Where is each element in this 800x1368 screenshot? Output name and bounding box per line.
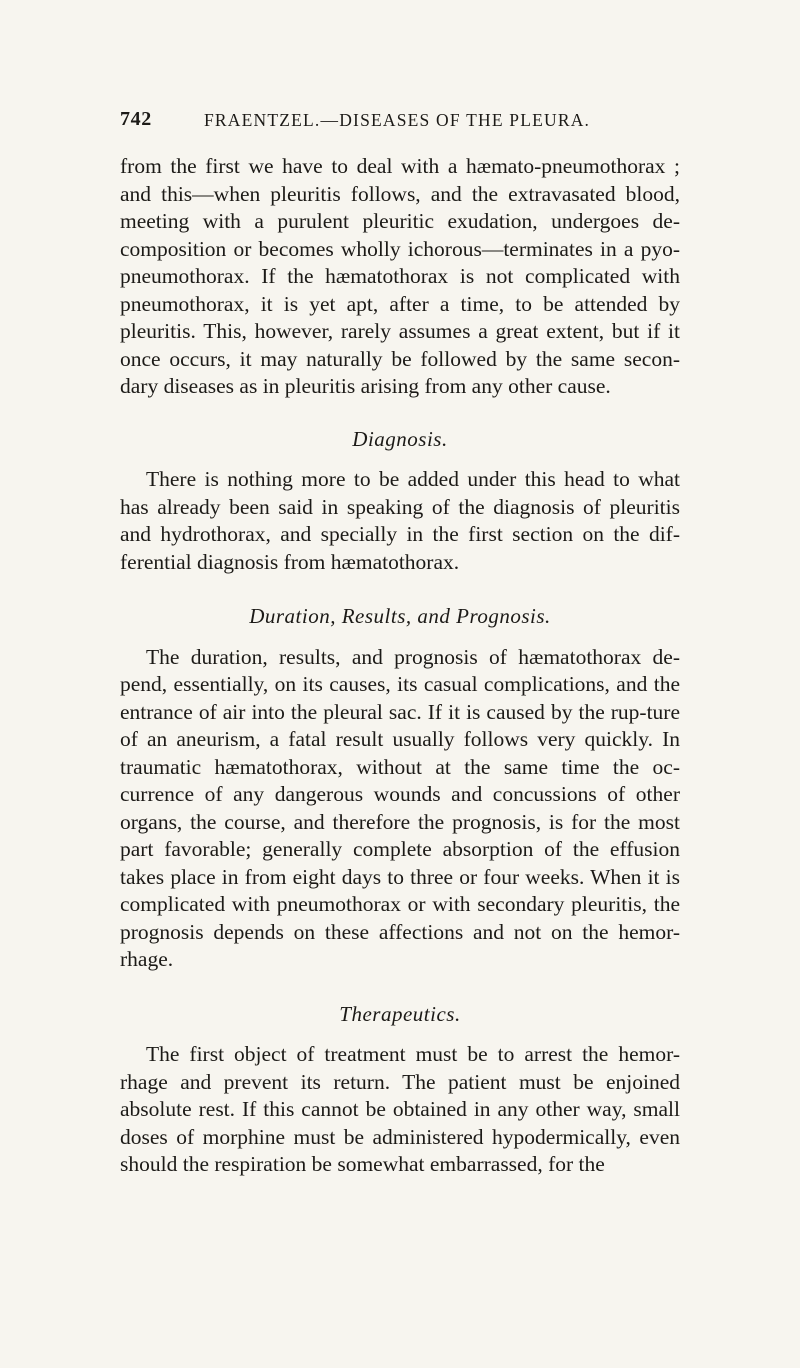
page-number: 742 bbox=[120, 108, 152, 130]
section-paragraph-therapeutics: The first object of treatment must be to arrest the hemor-rhage and prevent its return. The patient must be enjoined absolute rest. If this cannot be obtained in any other way, small doses of morphine must be administered hypodermically, even should the respiration be somewhat embarrassed, for the bbox=[120, 1042, 680, 1176]
running-title: FRAENTZEL.—DISEASES OF THE PLEURA. bbox=[204, 110, 591, 130]
section-heading-duration: Duration, Results, and Prognosis. bbox=[249, 604, 551, 628]
section-paragraph-diagnosis: There is nothing more to be added under this head to what has already been said in speaking of the diagnosis of pleuritis and hydrothorax, and specially in the first section on the dif-ferential diagnosis from hæmatothorax. bbox=[120, 467, 680, 574]
running-head bbox=[120, 108, 680, 138]
section-heading-therapeutics: Therapeutics. bbox=[339, 1001, 461, 1026]
intro-paragraph: from the first we have to deal with a hæmato-pneumothorax ; and this—when pleuritis follows, and the extravasated blood, meeting with a purulent pleuritic exudation, undergoes de-composition or becomes wholly ichorous—terminates in a pyo-pneumothorax. If the hæmatothorax is not complicated with pneumothorax, it is yet apt, after a time, to be attended by pleuritis. This, however, rarely assumes a great extent, but if it once occurs, it may naturally be followed by the same secon-dary diseases as in pleuritis arising from any other cause. bbox=[120, 154, 680, 398]
section-heading-diagnosis: Diagnosis. bbox=[352, 426, 448, 451]
body-text bbox=[120, 153, 680, 1179]
section-paragraph-duration: The duration, results, and prognosis of hæmatothorax de-pend, essentially, on its causes, its casual complications, and the entrance of air into the pleural sac. If it is caused by the rup-ture of an aneurism, a fatal result usually follows very quickly. In traumatic hæmatothorax, without at the same time the oc-currence of any dangerous wounds and concussions of other organs, the course, and therefore the prognosis, is for the most part favorable; generally complete absorption of the effusion takes place in from eight days to three or four weeks. When it is complicated with pneumothorax or with secondary pleuritis, the prognosis depends on these affections and not on the hemor-rhage. bbox=[120, 644, 680, 971]
